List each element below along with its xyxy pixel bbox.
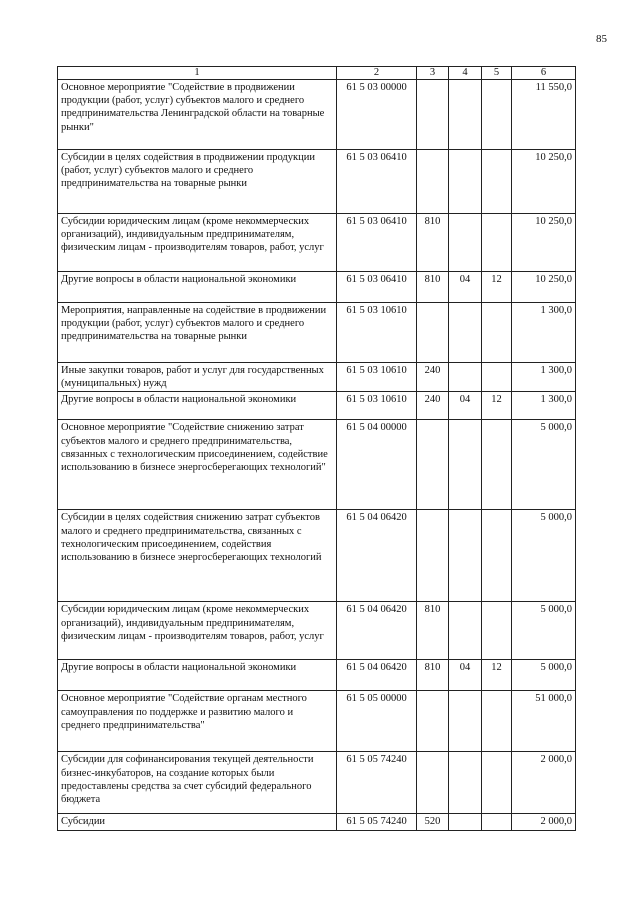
- row-rz: [449, 602, 482, 660]
- row-name: Другие вопросы в области национальной экономики: [58, 660, 337, 691]
- row-name: Другие вопросы в области национальной экономики: [58, 392, 337, 420]
- header-col-1: 1: [58, 67, 337, 80]
- row-rz: [449, 510, 482, 602]
- table-row: [58, 510, 576, 602]
- row-amount: 51 000,0: [512, 691, 576, 752]
- row-amount: 5 000,0: [512, 602, 576, 660]
- row-name: Основное мероприятие "Содействие органам местного самоуправления по поддержке и развитию малого и среднего предпринимательства": [58, 691, 337, 752]
- row-amount: 1 300,0: [512, 303, 576, 363]
- row-pr: [482, 752, 512, 814]
- table-row: [58, 392, 576, 420]
- row-vr: 810: [417, 214, 449, 272]
- row-code: 61 5 05 00000: [337, 691, 417, 752]
- table-row: [58, 752, 576, 814]
- row-vr: [417, 752, 449, 814]
- row-code: 61 5 05 74240: [337, 814, 417, 830]
- row-name: Основное мероприятие "Содействие в продвижении продукции (работ, услуг) субъектов малого и среднего предпринимательства Ленинградской области на товарные рынки": [58, 80, 337, 150]
- row-name: Мероприятия, направленные на содействие в продвижении продукции (работ, услуг) субъектов малого и среднего предпринимательства на товарные рынки: [58, 303, 337, 363]
- row-amount: 2 000,0: [512, 752, 576, 814]
- row-pr: [482, 814, 512, 830]
- row-rz: [449, 363, 482, 392]
- row-code: 61 5 03 00000: [337, 80, 417, 150]
- row-rz: [449, 80, 482, 150]
- row-pr: [482, 214, 512, 272]
- row-name: Субсидии: [58, 814, 337, 830]
- row-code: 61 5 04 00000: [337, 420, 417, 510]
- row-amount: 10 250,0: [512, 214, 576, 272]
- table-row: [58, 660, 576, 691]
- row-rz: [449, 420, 482, 510]
- row-code: 61 5 03 06410: [337, 214, 417, 272]
- row-pr: [482, 150, 512, 214]
- budget-table: [57, 66, 576, 831]
- header-col-5: 5: [482, 67, 512, 80]
- row-amount: 10 250,0: [512, 150, 576, 214]
- row-amount: 11 550,0: [512, 80, 576, 150]
- table-row: [58, 602, 576, 660]
- row-pr: [482, 80, 512, 150]
- row-name: Субсидии юридическим лицам (кроме некоммерческих организаций), индивидуальным предпринимателям, физическим лицам - производителям товаров, работ, услуг: [58, 602, 337, 660]
- row-rz: 04: [449, 660, 482, 691]
- table-row: [58, 303, 576, 363]
- row-pr: [482, 691, 512, 752]
- row-pr: 12: [482, 660, 512, 691]
- row-name: Субсидии для софинансирования текущей деятельности бизнес-инкубаторов, на создание которых были предоставлены средства за счет субсидий федерального бюджета: [58, 752, 337, 814]
- row-pr: [482, 303, 512, 363]
- header-col-3: 3: [417, 67, 449, 80]
- header-col-6: 6: [512, 67, 576, 80]
- row-amount: 1 300,0: [512, 392, 576, 420]
- row-pr: [482, 363, 512, 392]
- row-amount: 5 000,0: [512, 420, 576, 510]
- row-amount: 10 250,0: [512, 272, 576, 303]
- row-rz: [449, 752, 482, 814]
- row-vr: 240: [417, 392, 449, 420]
- row-code: 61 5 03 06410: [337, 272, 417, 303]
- row-vr: [417, 510, 449, 602]
- table-row: [58, 214, 576, 272]
- table-row: [58, 420, 576, 510]
- row-pr: [482, 602, 512, 660]
- row-name: Субсидии в целях содействия в продвижении продукции (работ, услуг) субъектов малого и среднего предпринимательства на товарные рынки: [58, 150, 337, 214]
- row-amount: 1 300,0: [512, 363, 576, 392]
- table-row: [58, 814, 576, 830]
- row-name: Субсидии юридическим лицам (кроме некоммерческих организаций), индивидуальным предпринимателям, физическим лицам - производителям товаров, работ, услуг: [58, 214, 337, 272]
- header-col-4: 4: [449, 67, 482, 80]
- row-code: 61 5 03 10610: [337, 303, 417, 363]
- row-code: 61 5 04 06420: [337, 660, 417, 691]
- row-vr: [417, 303, 449, 363]
- row-name: Субсидии в целях содействия снижению затрат субъектов малого и среднего предпринимательства, связанных с технологическим присоединением, содействия использованию в бизнесе энергосберегающих технологий: [58, 510, 337, 602]
- row-name: Основное мероприятие "Содействие снижению затрат субъектов малого и среднего предпринимательства, связанных с технологическим присоединением, содействие использованию в бизнесе энергосберегающих технологий": [58, 420, 337, 510]
- table-header: [58, 67, 576, 80]
- table-body: [58, 80, 576, 831]
- row-rz: [449, 814, 482, 830]
- row-amount: 5 000,0: [512, 660, 576, 691]
- row-rz: [449, 691, 482, 752]
- row-amount: 2 000,0: [512, 814, 576, 830]
- row-code: 61 5 05 74240: [337, 752, 417, 814]
- row-rz: 04: [449, 392, 482, 420]
- row-vr: 240: [417, 363, 449, 392]
- row-name: Иные закупки товаров, работ и услуг для государственных (муниципальных) нужд: [58, 363, 337, 392]
- row-pr: 12: [482, 272, 512, 303]
- table-row: [58, 80, 576, 150]
- header-col-2: 2: [337, 67, 417, 80]
- row-rz: [449, 150, 482, 214]
- row-rz: [449, 303, 482, 363]
- row-vr: [417, 80, 449, 150]
- row-pr: [482, 510, 512, 602]
- row-code: 61 5 03 10610: [337, 363, 417, 392]
- row-code: 61 5 03 10610: [337, 392, 417, 420]
- table-row: [58, 691, 576, 752]
- row-vr: 520: [417, 814, 449, 830]
- row-rz: 04: [449, 272, 482, 303]
- row-vr: [417, 420, 449, 510]
- row-vr: 810: [417, 272, 449, 303]
- table-row: [58, 363, 576, 392]
- row-vr: 810: [417, 602, 449, 660]
- row-vr: 810: [417, 660, 449, 691]
- row-rz: [449, 214, 482, 272]
- row-amount: 5 000,0: [512, 510, 576, 602]
- row-pr: [482, 420, 512, 510]
- row-code: 61 5 04 06420: [337, 510, 417, 602]
- table-row: [58, 272, 576, 303]
- page-number: 85: [596, 33, 607, 45]
- row-name: Другие вопросы в области национальной экономики: [58, 272, 337, 303]
- table-row: [58, 150, 576, 214]
- header-row: [58, 67, 576, 80]
- row-pr: 12: [482, 392, 512, 420]
- row-vr: [417, 150, 449, 214]
- row-code: 61 5 04 06420: [337, 602, 417, 660]
- row-code: 61 5 03 06410: [337, 150, 417, 214]
- row-vr: [417, 691, 449, 752]
